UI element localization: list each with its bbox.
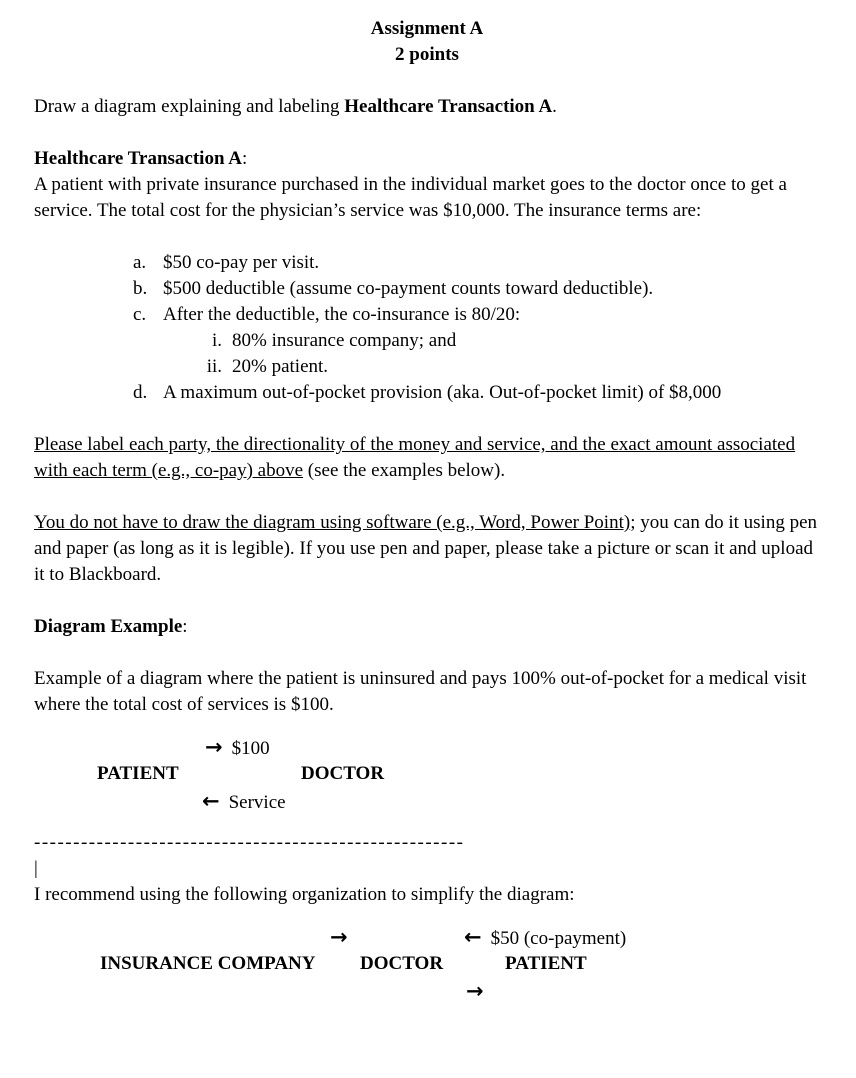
money-flow-label — [205, 734, 270, 762]
list-item-d — [34, 380, 820, 406]
transaction-body: A patient with private insurance purchased in the individual market goes to the doctor once to get a service. The total cost for the physician’s service was $10,000. The insurance terms are: — [34, 174, 787, 221]
labeling-instruction-paragraph — [34, 432, 820, 484]
list-subitem-ii — [34, 354, 820, 380]
right-arrow-icon: → — [205, 735, 223, 759]
software-note-paragraph — [34, 510, 820, 588]
patient-label: PATIENT — [97, 763, 179, 784]
list-item-text: 20% patient. — [232, 356, 329, 377]
diagram-example-heading-colon: : — [182, 616, 188, 637]
recommended-organization-diagram — [34, 924, 820, 1012]
transaction-section — [34, 146, 820, 224]
transaction-heading-colon: : — [241, 148, 248, 169]
text-cursor: | — [34, 858, 38, 879]
list-item-text: $50 co-pay per visit. — [163, 252, 320, 273]
list-item-c — [34, 302, 820, 328]
intro-period: . — [552, 96, 557, 117]
list-item-a — [34, 250, 820, 276]
dashed-separator: ------------------------------------------------------- — [34, 832, 465, 853]
assignment-title-line: Assignment A — [370, 18, 484, 39]
intro-text: Draw a diagram explaining and labeling — [34, 96, 345, 117]
labeling-instruction-rest: (see the examples below). — [303, 460, 506, 481]
patient-label: PATIENT — [505, 953, 587, 974]
doctor-label: DOCTOR — [360, 953, 444, 974]
copay-amount: $50 (co-payment) — [490, 928, 627, 949]
assignment-points: 2 points — [395, 44, 459, 65]
list-marker: c. — [133, 304, 147, 325]
labeling-instruction-underlined: Please label each party, the directionality of the money and service, and the exact amount associated with each term (e.g., co-pay) above — [34, 434, 796, 481]
list-subitem-i — [34, 328, 820, 354]
left-arrow-icon: ← — [464, 925, 482, 949]
copay-flow-label — [464, 924, 626, 952]
service-text: Service — [228, 792, 286, 813]
list-item-text: $500 deductible (assume co-payment counts toward deductible). — [163, 278, 654, 299]
insurance-company-label: INSURANCE COMPANY — [100, 953, 316, 974]
doctor-label: DOCTOR — [301, 763, 385, 784]
diagram-example-heading-text: Diagram Example — [34, 616, 183, 637]
example-description: Example of a diagram where the patient is uninsured and pays 100% out-of-pocket for a medical visit where the total cost of services is $100. — [34, 668, 807, 715]
money-amount: $100 — [231, 738, 270, 759]
assignment-title — [34, 16, 820, 68]
diagram-example-heading — [34, 614, 820, 640]
list-item-b — [34, 276, 820, 302]
right-arrow-icon: → — [466, 979, 484, 1003]
list-item-text: 80% insurance company; and — [232, 330, 457, 351]
list-marker: d. — [133, 382, 148, 403]
list-marker: a. — [133, 252, 147, 273]
list-marker: b. — [133, 278, 148, 299]
list-marker: ii. — [206, 356, 222, 377]
software-note-rest: ; you can do it using pen and paper (as long as it is legible). If you use pen and paper, please take a picture or scan it and upload it to Blackboard. — [34, 512, 817, 585]
insurance-terms-list — [34, 250, 820, 406]
intro-paragraph — [34, 94, 820, 120]
transaction-heading — [34, 146, 820, 172]
list-item-text: After the deductible, the co-insurance is 80/20: — [163, 304, 521, 325]
transaction-heading-text: Healthcare Transaction A — [34, 148, 242, 169]
recommendation-paragraph: I recommend using the following organization to simplify the diagram: — [34, 884, 575, 905]
service-flow-label — [202, 788, 286, 816]
intro-bold-term: Healthcare Transaction A — [344, 96, 553, 117]
right-arrow-icon: → — [330, 925, 348, 949]
list-item-text: A maximum out-of-pocket provision (aka. Out-of-pocket limit) of $8,000 — [163, 382, 722, 403]
left-arrow-icon: ← — [202, 789, 220, 813]
software-note-underlined: You do not have to draw the diagram using software (e.g., Word, Power Point) — [34, 512, 631, 533]
uninsured-example-diagram — [34, 734, 820, 820]
list-marker: i. — [211, 330, 222, 351]
